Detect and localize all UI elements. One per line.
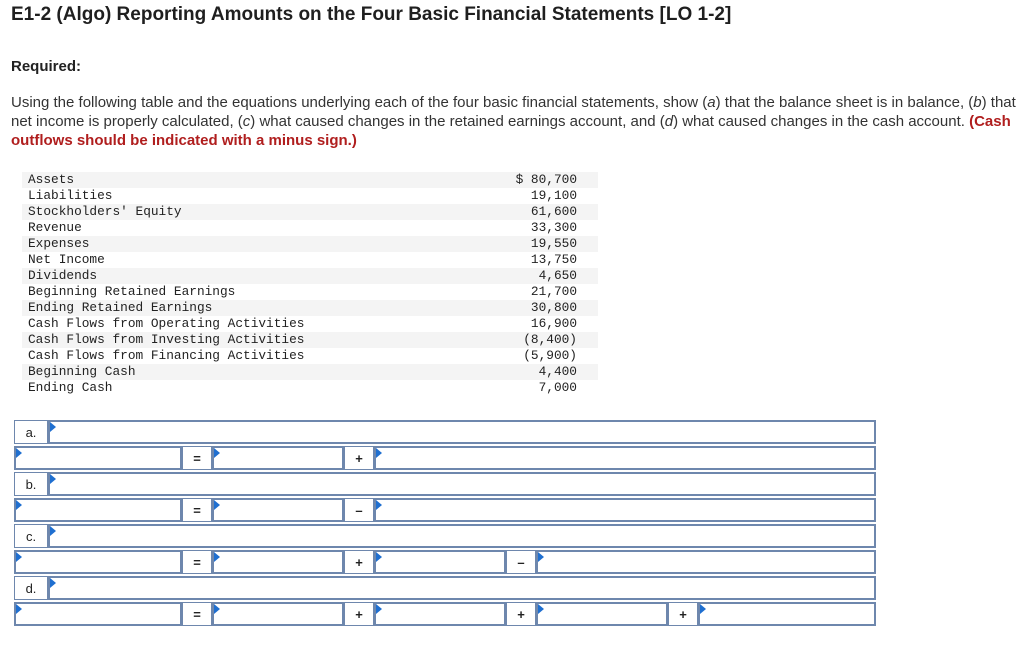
dropdown-marker-icon	[214, 448, 220, 458]
answer-d-term3-input[interactable]	[536, 602, 668, 626]
answer-a-lhs-input[interactable]	[14, 446, 182, 470]
answer-d-label: d.	[14, 576, 48, 600]
answer-c-lhs-input[interactable]	[14, 550, 182, 574]
answer-d-title-row	[14, 576, 876, 600]
table-row	[22, 348, 598, 364]
table-row	[22, 220, 598, 236]
answer-a-title-row	[14, 420, 876, 444]
row-label: Assets	[22, 172, 463, 188]
required-heading: Required:	[11, 58, 82, 75]
cash-outflow-note: (Cash outflows should be indicated with a minus sign.)	[11, 113, 1011, 149]
dropdown-marker-icon	[376, 448, 382, 458]
answer-d-lhs-input[interactable]	[14, 602, 182, 626]
financial-data-table	[22, 172, 598, 396]
table-row	[22, 380, 598, 396]
row-value: (5,900)	[523, 348, 577, 363]
page-title: E1-2 (Algo) Reporting Amounts on the Four Basic Financial Statements [LO 1-2]	[11, 4, 732, 25]
row-value: 16,900	[530, 316, 577, 331]
table-row	[22, 252, 598, 268]
dropdown-marker-icon	[376, 552, 382, 562]
answer-a-equation-row	[14, 446, 876, 470]
row-label: Cash Flows from Financing Activities	[28, 348, 305, 363]
answer-b-title-row	[14, 472, 876, 496]
dropdown-marker-icon	[16, 604, 22, 614]
answer-grid	[14, 420, 876, 626]
row-value: 19,100	[530, 188, 577, 203]
equals-sign: =	[182, 498, 212, 522]
answer-b-title-input[interactable]	[48, 472, 876, 496]
answer-d-term1-input[interactable]	[212, 602, 344, 626]
instructions: Using the following table and the equations underlying each of the four basic financial statements, show (a) that the balance sheet is in balance, (b) that net income is properly calculated, (c) what caused changes in the retained earnings account, and (d) what caused changes in the cash account. (Cash outflows should be indicated with a minus sign.)	[11, 94, 1016, 149]
row-value: 21,700	[530, 284, 577, 299]
row-label: Beginning Retained Earnings	[28, 284, 236, 299]
row-label: Dividends	[22, 268, 463, 284]
equals-sign: =	[182, 550, 212, 574]
row-label: Cash Flows from Operating Activities	[28, 316, 305, 331]
row-value: 4,400	[463, 364, 598, 380]
table-row	[22, 268, 598, 284]
dropdown-marker-icon	[50, 578, 56, 588]
answer-a-label: a.	[14, 420, 48, 444]
dropdown-marker-icon	[16, 552, 22, 562]
plus-sign: +	[344, 550, 374, 574]
plus-sign: +	[344, 602, 374, 626]
dropdown-marker-icon	[214, 500, 220, 510]
row-label: Revenue	[28, 220, 82, 235]
plus-sign: +	[506, 602, 536, 626]
answer-c-term3-input[interactable]	[536, 550, 876, 574]
row-value: (8,400)	[463, 332, 598, 348]
row-label: Expenses	[22, 236, 463, 252]
dropdown-marker-icon	[214, 604, 220, 614]
row-label: Beginning Cash	[22, 364, 463, 380]
answer-a-term1-input[interactable]	[212, 446, 344, 470]
dropdown-marker-icon	[16, 448, 22, 458]
row-value: 4,650	[463, 268, 598, 284]
dropdown-marker-icon	[538, 604, 544, 614]
answer-a-title-input[interactable]	[48, 420, 876, 444]
minus-sign: –	[506, 550, 536, 574]
table-row	[22, 172, 598, 188]
table-row	[22, 316, 598, 332]
answer-b-term1-input[interactable]	[212, 498, 344, 522]
answer-d-equation-row	[14, 602, 876, 626]
answer-c-label: c.	[14, 524, 48, 548]
table-row	[22, 236, 598, 252]
dropdown-marker-icon	[538, 552, 544, 562]
row-label: Stockholders' Equity	[22, 204, 463, 220]
answer-b-term2-input[interactable]	[374, 498, 876, 522]
answer-d-title-input[interactable]	[48, 576, 876, 600]
row-label: Ending Retained Earnings	[22, 300, 463, 316]
table-row	[22, 364, 598, 380]
plus-sign: +	[344, 446, 374, 470]
row-label: Liabilities	[28, 188, 113, 203]
answer-d-term2-input[interactable]	[374, 602, 506, 626]
answer-c-term2-input[interactable]	[374, 550, 506, 574]
table-row	[22, 188, 598, 204]
answer-b-label: b.	[14, 472, 48, 496]
row-value: 33,300	[530, 220, 577, 235]
row-label: Net Income	[28, 252, 105, 267]
dropdown-marker-icon	[50, 422, 56, 432]
table-row	[22, 204, 598, 220]
row-value: 19,550	[463, 236, 598, 252]
table-row	[22, 332, 598, 348]
answer-c-title-row	[14, 524, 876, 548]
row-label: Ending Cash	[28, 380, 113, 395]
plus-sign: +	[668, 602, 698, 626]
dropdown-marker-icon	[16, 500, 22, 510]
minus-sign: –	[344, 498, 374, 522]
answer-d-term4-input[interactable]	[698, 602, 876, 626]
dropdown-marker-icon	[700, 604, 706, 614]
dropdown-marker-icon	[376, 604, 382, 614]
row-label: Cash Flows from Investing Activities	[22, 332, 463, 348]
row-value: 13,750	[530, 252, 577, 267]
dropdown-marker-icon	[50, 526, 56, 536]
answer-b-lhs-input[interactable]	[14, 498, 182, 522]
dropdown-marker-icon	[214, 552, 220, 562]
table-row	[22, 300, 598, 316]
answer-c-equation-row	[14, 550, 876, 574]
dropdown-marker-icon	[376, 500, 382, 510]
row-value: 30,800	[463, 300, 598, 316]
answer-c-term1-input[interactable]	[212, 550, 344, 574]
row-value: 7,000	[538, 380, 577, 395]
answer-c-title-input[interactable]	[48, 524, 876, 548]
equals-sign: =	[182, 602, 212, 626]
row-value: 61,600	[463, 204, 598, 220]
answer-b-equation-row	[14, 498, 876, 522]
row-value: $ 80,700	[463, 172, 598, 188]
dropdown-marker-icon	[50, 474, 56, 484]
equals-sign: =	[182, 446, 212, 470]
table-row	[22, 284, 598, 300]
answer-a-term2-input[interactable]	[374, 446, 876, 470]
